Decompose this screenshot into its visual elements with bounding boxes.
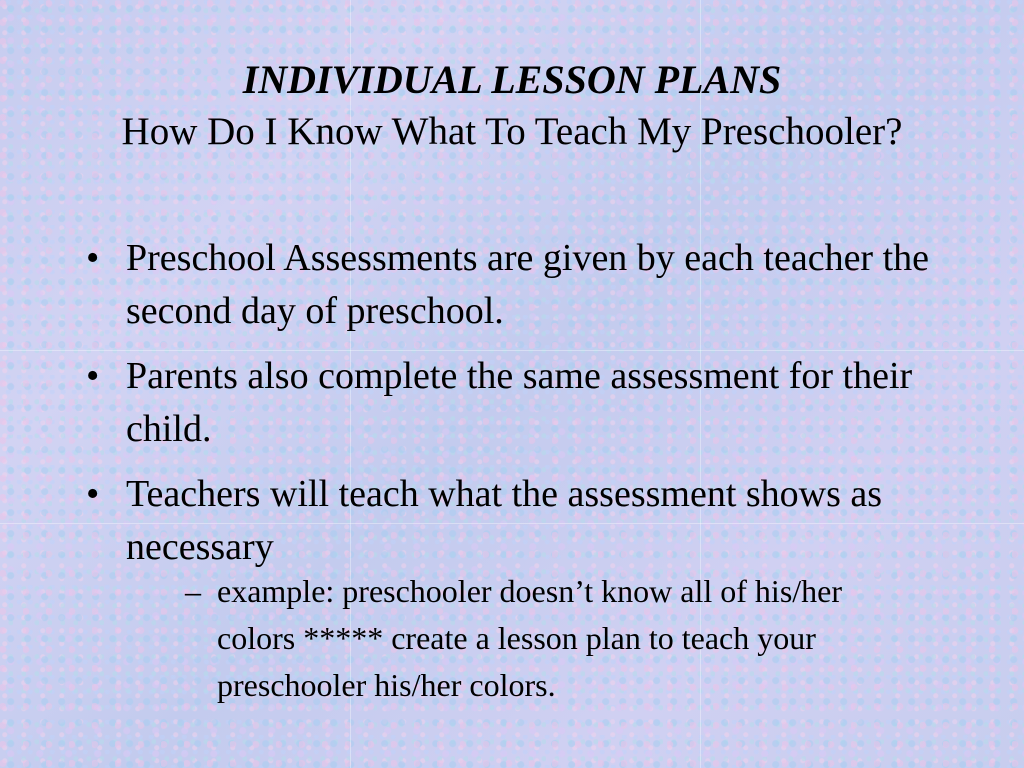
- bullet-text: Preschool Assessments are given by each teacher the second day of preschool.: [126, 237, 930, 332]
- title-block: [80, 55, 944, 159]
- sub-bullet-marker: –: [185, 573, 201, 609]
- bullet-list: [80, 232, 940, 721]
- bullet-marker: •: [86, 473, 100, 515]
- bullet-item: [80, 350, 940, 456]
- bullet-marker: •: [86, 355, 100, 397]
- slide-subtitle: How Do I Know What To Teach My Preschooler?: [121, 110, 903, 153]
- bullet-item: [80, 468, 940, 709]
- bullet-item: [80, 232, 940, 338]
- bullet-text: Teachers will teach what the assessment shows as necessary: [126, 473, 883, 568]
- bullet-marker: •: [86, 237, 100, 279]
- bullet-text: Parents also complete the same assessment for their child.: [126, 355, 913, 450]
- sub-bullet-text: example: preschooler doesn’t know all of his/her colors ***** create a lesson plan to teach your preschooler his/her colors.: [217, 573, 843, 703]
- slide-title: INDIVIDUAL LESSON PLANS: [242, 57, 782, 102]
- sub-bullet-item: [185, 568, 917, 709]
